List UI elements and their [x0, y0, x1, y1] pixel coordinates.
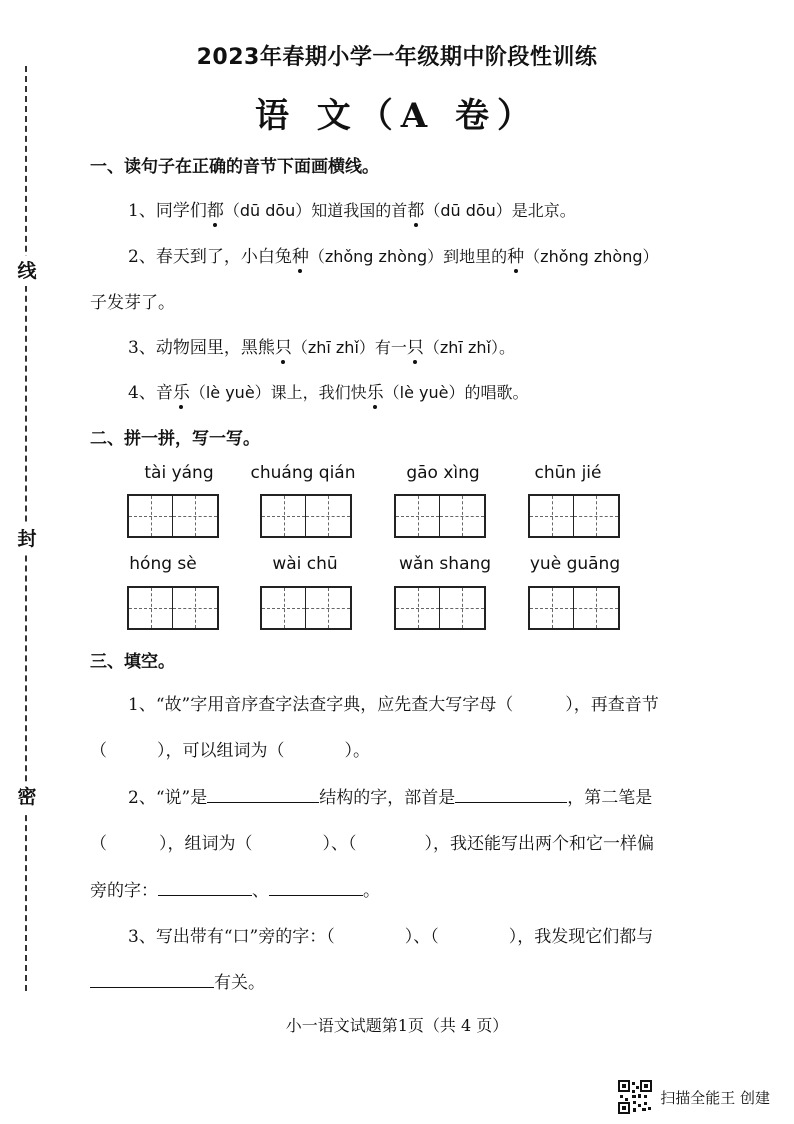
pinyin-options[interactable]: （zhī zhǐ）。 [423, 338, 515, 357]
text: 1、同学们 [128, 201, 207, 221]
qr-code-icon [618, 1080, 652, 1114]
margin-char-mi: 密 [12, 782, 42, 812]
dotted-char: 只 [406, 338, 424, 358]
pinyin-label: hóng sè [129, 554, 197, 574]
margin-char-xian: 线 [12, 256, 42, 286]
answer-underline[interactable] [269, 895, 363, 896]
s3-question-2 [128, 783, 652, 808]
pinyin-label: yuè guāng [529, 554, 621, 574]
text: 有关。 [214, 973, 265, 993]
s3-question-1-cont [90, 736, 370, 761]
text: ）、（ [322, 834, 357, 854]
s1-question-3 [128, 333, 515, 358]
writing-grid[interactable] [528, 494, 620, 538]
pinyin-options[interactable]: （zhǒng zhòng） [524, 247, 659, 266]
pinyin-options[interactable]: （zhī zhǐ）有一 [291, 338, 407, 357]
text: 4、音 [128, 383, 173, 403]
s1-question-2-cont: 子发芽了。 [90, 293, 175, 313]
answer-underline[interactable] [455, 802, 567, 803]
writing-grid[interactable] [394, 586, 486, 630]
text: ，第二笔是 [567, 788, 653, 808]
text: （ [90, 741, 107, 761]
margin-char-feng: 封 [12, 524, 42, 554]
pinyin-options[interactable]: （lè yuè）的唱歌。 [383, 383, 529, 402]
pinyin-label: tài yáng [144, 463, 214, 483]
answer-underline[interactable] [158, 895, 252, 896]
dotted-char: 种 [507, 247, 525, 267]
text: （ [90, 834, 107, 854]
section1-heading: 一、读句子在正确的音节下面画横线。 [90, 157, 379, 177]
text: 3、写出带有“口”旁的字：（ [128, 927, 335, 947]
s1-question-4 [128, 378, 529, 403]
pinyin-label: wǎn shang [398, 554, 492, 574]
s1-question-1 [128, 196, 576, 221]
text: 结构的字，部首是 [319, 788, 456, 808]
text: 、 [252, 881, 269, 901]
writing-grid[interactable] [394, 494, 486, 538]
answer-underline[interactable] [207, 802, 319, 803]
writing-grid[interactable] [127, 494, 219, 538]
text: 2、春天到了，小白兔 [128, 247, 292, 267]
text: ），再查音节 [565, 695, 659, 715]
writing-grid[interactable] [260, 494, 352, 538]
dotted-char: 都 [407, 201, 425, 221]
section3-heading: 三、填空。 [90, 652, 175, 672]
pinyin-options[interactable]: （dū dōu）知道我国的首 [223, 201, 408, 220]
text: 2、“说”是 [128, 788, 208, 808]
writing-grid[interactable] [260, 586, 352, 630]
page-footer: 小一语文试题第1页（共 4 页） [285, 1016, 509, 1035]
scanner-watermark [618, 1080, 770, 1114]
pinyin-options[interactable]: （lè yuè）课上，我们快 [189, 383, 367, 402]
s3-question-1 [128, 690, 659, 715]
answer-underline[interactable] [90, 987, 214, 988]
dotted-char: 都 [206, 201, 224, 221]
s3-question-2-cont2 [90, 876, 380, 901]
exam-subtitle: 语 文（A 卷） [254, 96, 540, 136]
pinyin-label: wài chū [272, 554, 338, 574]
s3-question-2-cont [90, 829, 654, 854]
dotted-char: 乐 [366, 383, 384, 403]
text: ）。 [344, 741, 370, 761]
text: 3、动物园里，黑熊 [128, 338, 275, 358]
pinyin-label: chūn jié [534, 463, 602, 483]
dotted-char: 种 [291, 247, 309, 267]
scanner-label: 扫描全能王 创建 [660, 1088, 770, 1107]
pinyin-options[interactable]: （zhǒng zhòng）到地里的 [308, 247, 508, 266]
section2-heading: 二、拼一拼，写一写。 [90, 429, 260, 449]
writing-grid[interactable] [127, 586, 219, 630]
pinyin-label: chuáng qián [250, 463, 356, 483]
s3-question-3-cont [90, 968, 265, 993]
dotted-char: 只 [274, 338, 292, 358]
s1-question-2 [128, 242, 659, 267]
dotted-char: 乐 [172, 383, 190, 403]
text: ），我还能写出两个和它一样偏 [424, 834, 654, 854]
text: 。 [363, 881, 380, 901]
pinyin-options[interactable]: （dū dōu）是北京。 [424, 201, 576, 220]
text: ），组词为（ [159, 834, 253, 854]
writing-grid[interactable] [528, 586, 620, 630]
text: ），可以组词为（ [157, 741, 285, 761]
exam-title: 2023年春期小学一年级期中阶段性训练 [196, 45, 598, 70]
text: ）、（ [404, 927, 439, 947]
s3-question-3 [128, 922, 653, 947]
text: 1、“故”字用音序查字法查字典，应先查大写字母（ [128, 695, 514, 715]
pinyin-label: gāo xìng [406, 463, 480, 483]
text: ），我发现它们都与 [508, 927, 654, 947]
text: 旁的字： [90, 881, 158, 901]
